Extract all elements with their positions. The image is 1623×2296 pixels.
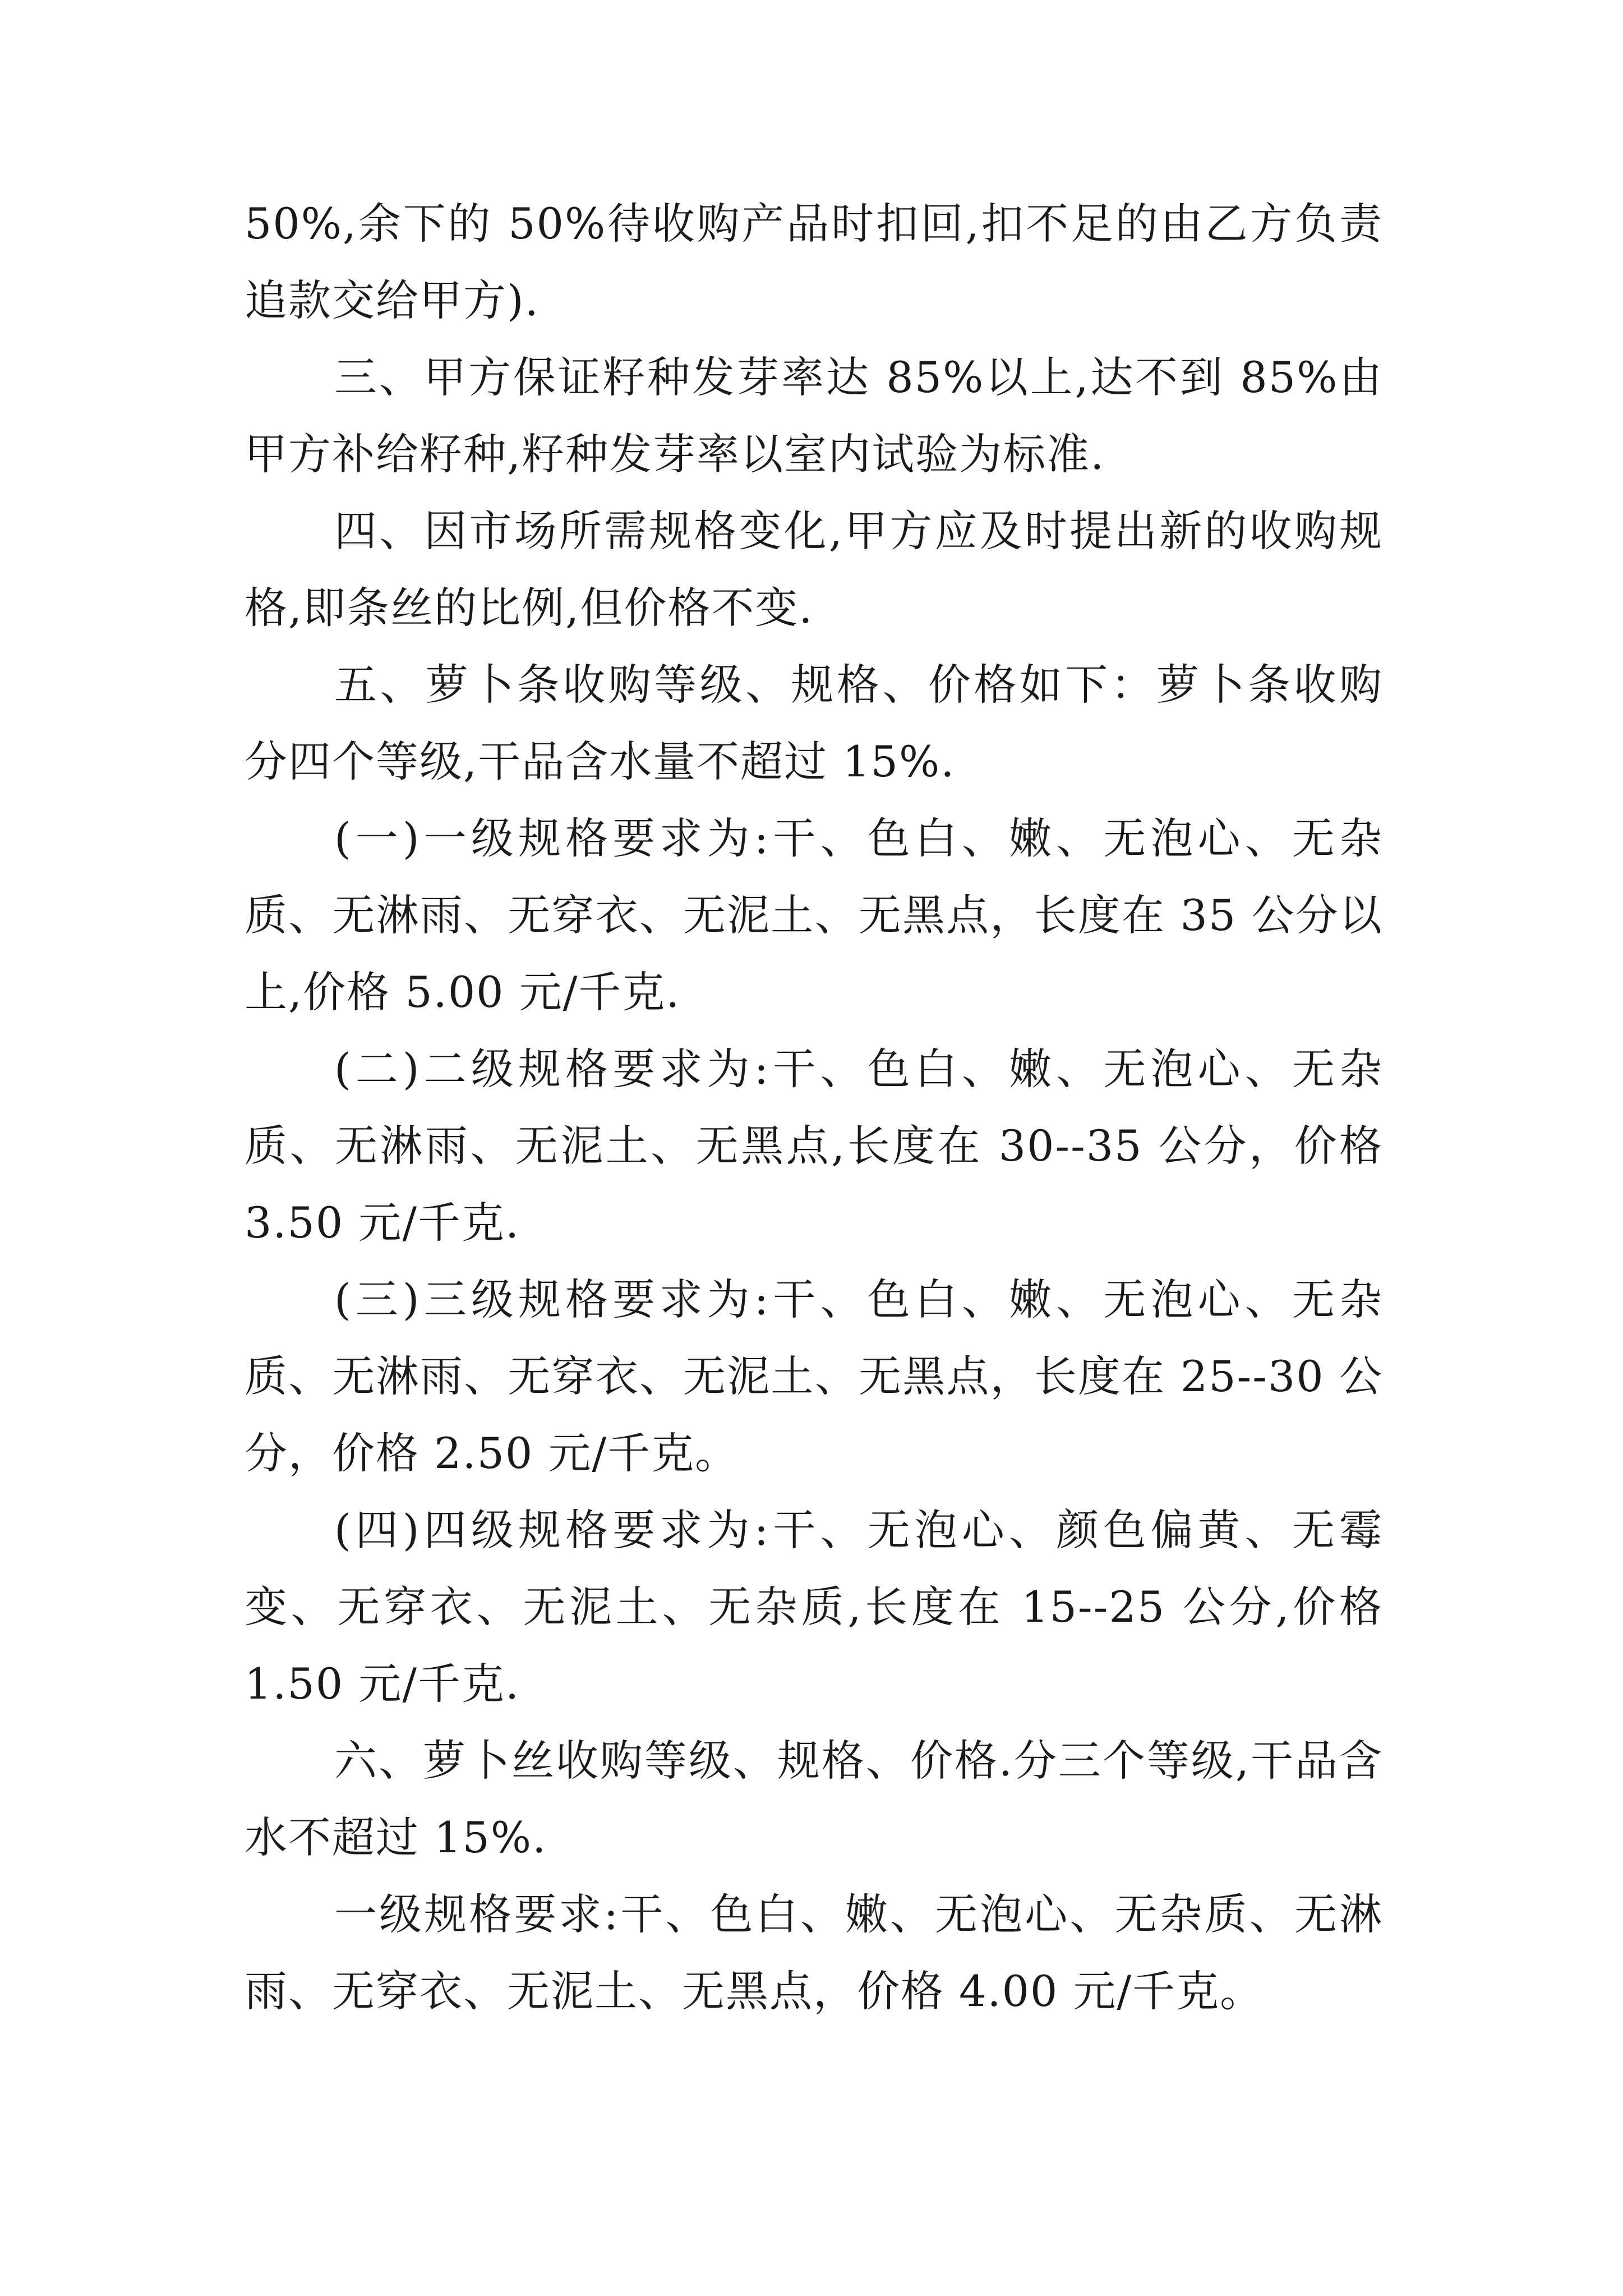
document-body [245,185,1383,2030]
paragraph-clause-4: 四、因市场所需规格变化,甲方应及时提出新的收购规格,即条丝的比例,但价格不变. [245,506,1383,633]
paragraph-grade-1: (一)一级规格要求为:干、色白、嫩、无泡心、无杂质、无淋雨、无穿衣、无泥土、无黑点，长度在 35 公分以上,价格 5.00 元/千克. [245,813,1383,1017]
paragraph-grade-3: (三)三级规格要求为:干、色白、嫩、无泡心、无杂质、无淋雨、无穿衣、无泥土、无黑点，长度在 25--30 公分，价格 2.50 元/千克。 [245,1274,1383,1478]
paragraph-clause-6: 六、萝卜丝收购等级、规格、价格.分三个等级,干品含水不超过 15%. [245,1736,1383,1862]
paragraph-grade-4: (四)四级规格要求为:干、无泡心、颜色偏黄、无霉变、无穿衣、无泥土、无杂质,长度在 15--25 公分,价格 1.50 元/千克. [245,1505,1383,1709]
paragraph-clause-3: 三、甲方保证籽种发芽率达 85%以上,达不到 85%由甲方补给籽种,籽种发芽率以室内试验为标准. [245,352,1383,479]
paragraph-clause-5: 五、萝卜条收购等级、规格、价格如下：萝卜条收购分四个等级,干品含水量不超过 15%. [245,660,1383,786]
paragraph-grade-2: (二)二级规格要求为:干、色白、嫩、无泡心、无杂质、无淋雨、无泥土、无黑点,长度在 30--35 公分，价格 3.50 元/千克. [245,1044,1383,1248]
paragraph-shred-grade-1: 一级规格要求:干、色白、嫩、无泡心、无杂质、无淋雨、无穿衣、无泥土、无黑点，价格 4.00 元/千克。 [245,1889,1383,2016]
paragraph-continuation: 50%,余下的 50%待收购产品时扣回,扣不足的由乙方负责追款交给甲方). [245,199,1383,325]
